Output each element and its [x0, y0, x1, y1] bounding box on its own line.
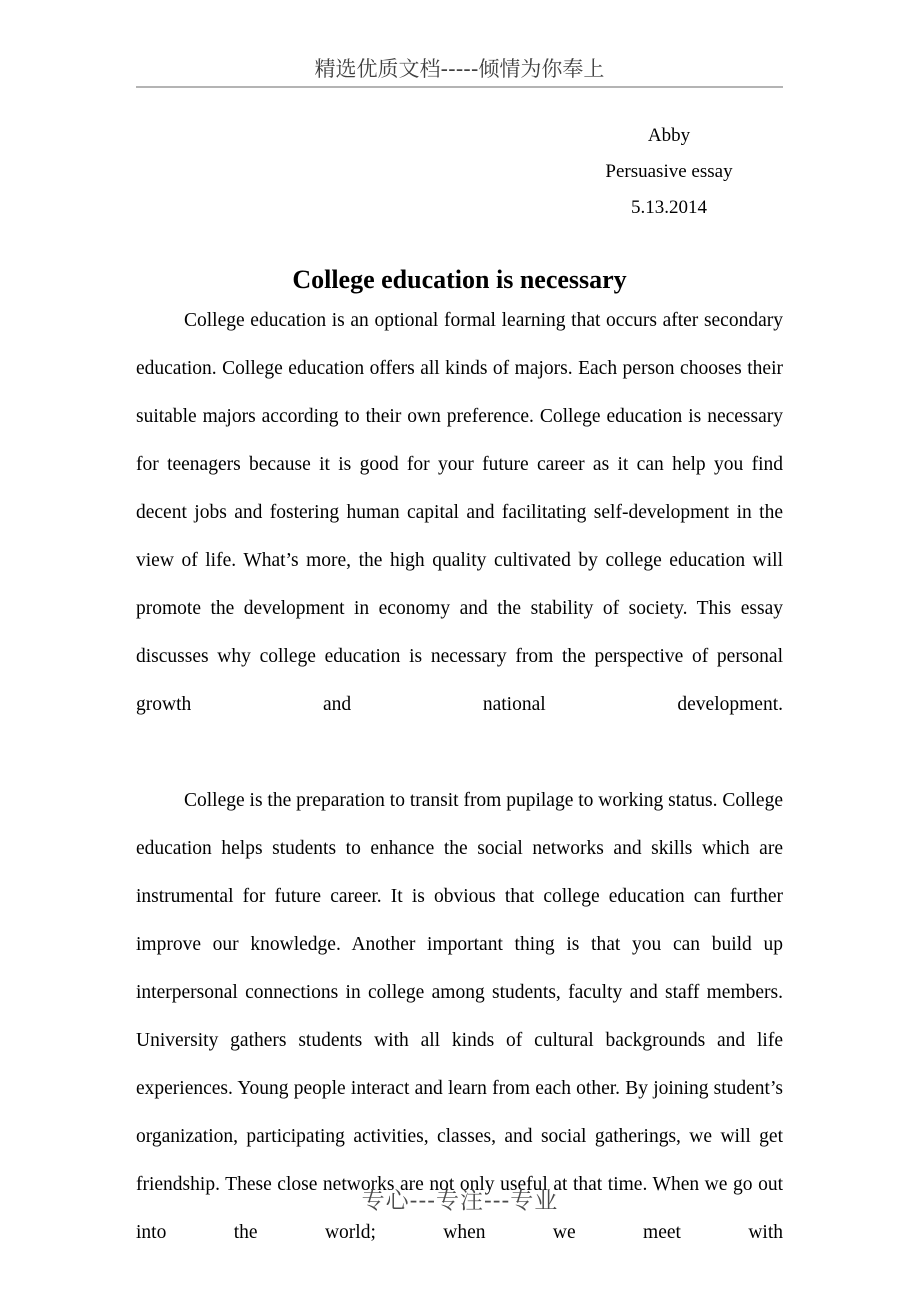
body-paragraph: College is the preparation to transit from pupilage to working status. College education helps students to enhance the social networks and skills which are instrumental for future career. It is obvious that college education can further improve our knowledge. Another important thing is that you can build up interpersonal connections in college among students, faculty and staff members. University gathers students with all kinds of cultural backgrounds and life experiences. Young people interact and learn from each other. By joining student’s organization, participating activities, classes, and social gatherings, we will get friendship. These close networks are not only useful at that time. When we go out into the world; when we meet with — [136, 790, 783, 1243]
document-footer — [0, 1186, 920, 1216]
document-header — [136, 56, 783, 88]
essay-body — [136, 297, 783, 1305]
header-watermark-text: 精选优质文档-----倾情为你奉上 — [314, 57, 605, 81]
byline-assignment-type: Persuasive essay — [605, 161, 733, 182]
essay-title: College education is necessary — [292, 265, 627, 295]
byline-block — [560, 118, 778, 226]
footer-tagline-text: 专心---专注---专业 — [361, 1188, 559, 1214]
body-paragraph: College education is an optional formal learning that occurs after secondary education. College education offers all kinds of majors. Each person chooses their suitable majors according to their own preference. College education is necessary for teenagers because it is good for your future career as it can help you find decent jobs and fostering human capital and facilitating self-development in the view of life. What’s more, the high quality cultivated by college education will promote the development in economy and the stability of society. This essay discusses why college education is necessary from the perspective of personal growth and national development. — [136, 310, 783, 715]
header-divider-rule — [136, 86, 783, 88]
byline-author: Abby — [647, 125, 691, 146]
byline-date: 5.13.2014 — [631, 197, 707, 218]
